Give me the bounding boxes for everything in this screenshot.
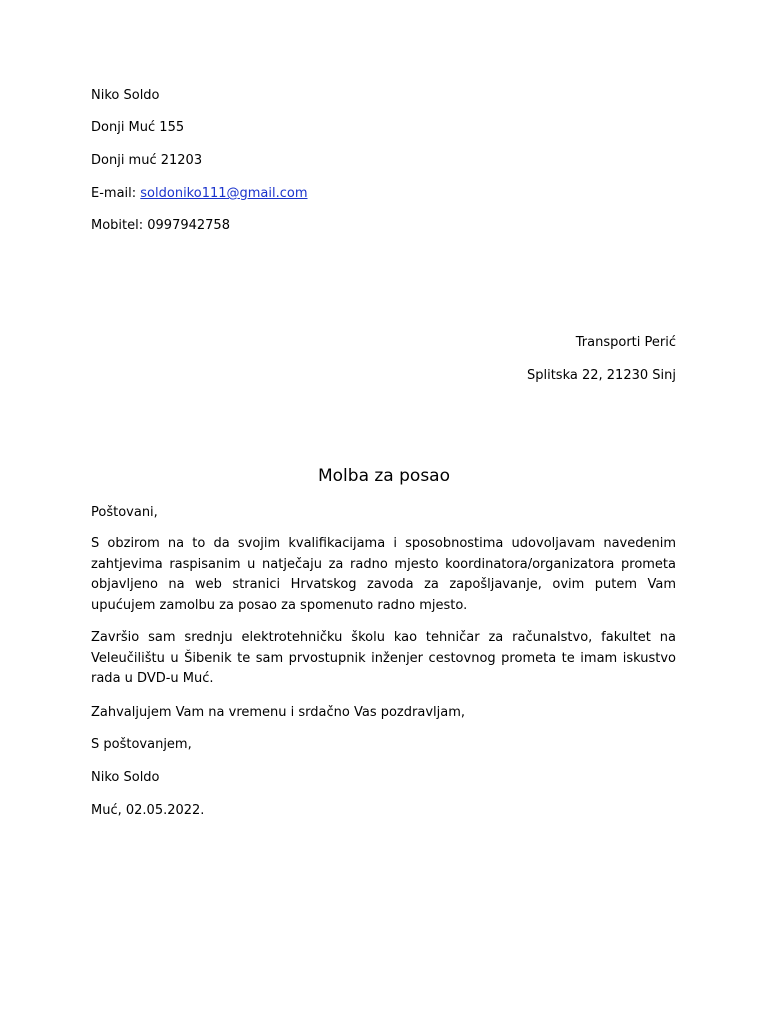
body-paragraph-2: Završio sam srednju elektrotehničku školu kao tehničar za računalstvo, fakultet na Veleučilištu u Šibenik te sam prvostupnik inženjer cestovnog prometa te imam iskustvo rada u DVD-u Muć. — [91, 630, 676, 687]
sender-street: Donji Muć 155 — [91, 120, 185, 135]
body-paragraph-1: S obzirom na to da svojim kvalifikacijama i sposobnostima udovoljavam navedenim zahtjevima raspisanim u natječaju za radno mjesto koordinatora/organizatora prometa objavljeno na web stranici Hrvatskog zavoda za zapošljavanje, ovim putem Vam upućujem zamolbu za posao za spomenuto radno mjesto. — [91, 536, 676, 614]
sender-mobile: Mobitel: 0997942758 — [91, 218, 230, 233]
greeting: Poštovani, — [91, 505, 158, 520]
email-link[interactable]: soldoniko111@gmail.com — [140, 186, 308, 201]
closing-line: S poštovanjem, — [91, 737, 192, 752]
thanks-line: Zahvaljujem Vam na vremenu i srdačno Vas pozdravljam, — [91, 705, 465, 720]
letter-title: Molba za posao — [317, 466, 450, 486]
recipient-address: Splitska 22, 21230 Sinj — [526, 368, 676, 383]
sender-name: Niko Soldo — [91, 88, 160, 103]
email-label: E-mail: — [91, 186, 141, 201]
sender-email-line — [91, 186, 308, 202]
place-date: Muć, 02.05.2022. — [91, 803, 205, 818]
recipient-company: Transporti Perić — [575, 335, 676, 350]
sender-city: Donji muć 21203 — [91, 153, 203, 168]
signature-name: Niko Soldo — [91, 770, 160, 785]
